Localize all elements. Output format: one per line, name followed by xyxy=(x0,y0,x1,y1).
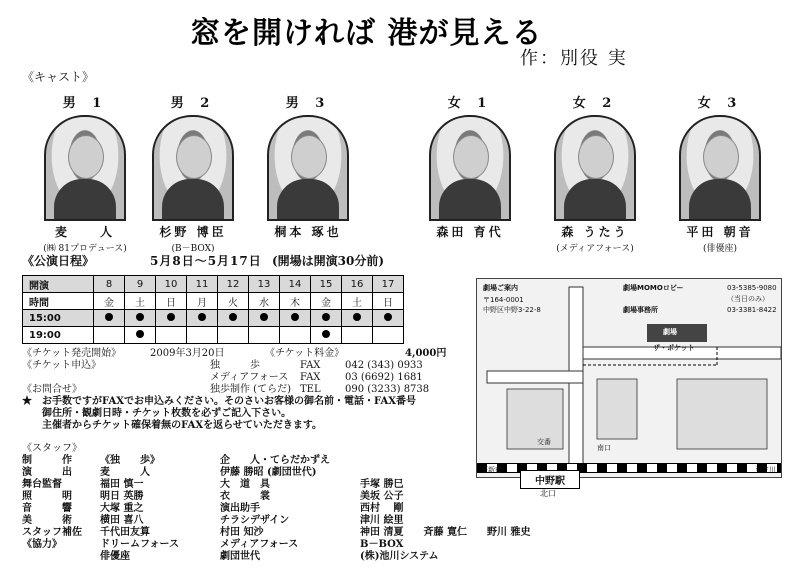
empty-cell xyxy=(280,327,311,344)
cast-affiliation: (俳優座) xyxy=(702,244,738,254)
staff-cell: 横田 喜八 xyxy=(100,515,144,526)
cast-role: 女 1 xyxy=(447,96,493,111)
performance-marker xyxy=(373,310,404,327)
staff-cell: スタッフ補佐 xyxy=(22,527,82,538)
staff-cell: B－BOX xyxy=(360,539,404,550)
staff-cell: 俳優座 xyxy=(100,551,130,562)
cast-role: 男 1 xyxy=(62,96,108,111)
empty-cell xyxy=(373,327,404,344)
cast-name: 杉野 博臣 xyxy=(159,225,227,239)
map-access-title: 劇場ご案内 xyxy=(483,284,518,292)
ticket-price-label: 《チケット料金》 xyxy=(265,348,345,359)
contact-kind: FAX xyxy=(300,360,321,371)
staff-cell: 照 明 xyxy=(22,491,72,502)
performance-marker xyxy=(311,327,342,344)
empty-cell xyxy=(187,327,218,344)
staff-cell: 西村 剛 xyxy=(360,503,404,514)
staff-cell: 音 響 xyxy=(22,503,72,514)
cast-photo xyxy=(152,115,234,221)
contact-name: 独 歩 xyxy=(210,360,260,371)
staff-cell: 千代田友算 xyxy=(100,527,150,538)
cast-role: 男 3 xyxy=(285,96,331,111)
contact-kind: TEL xyxy=(300,384,321,395)
performance-marker xyxy=(280,310,311,327)
cast-photo xyxy=(44,115,126,221)
inquiry-label: 《お問合せ》 xyxy=(22,384,82,395)
cast-role: 女 3 xyxy=(697,96,743,111)
table-row xyxy=(23,327,404,344)
staff-cell: (株)池川システム xyxy=(360,551,439,562)
staff-cell: 手塚 勝巳 xyxy=(360,479,404,490)
access-map xyxy=(476,278,782,478)
play-title: 窓を開ければ 港が見える xyxy=(190,16,543,51)
contact-name: メディアフォース xyxy=(210,372,289,383)
cast-affiliation: (㈱ 81プロデュース) xyxy=(43,244,127,254)
cast-member xyxy=(143,92,243,254)
performance-marker xyxy=(125,310,156,327)
staff-cell: チラシデザイン xyxy=(220,515,290,526)
staff-cell: 神田 清夏 斉藤 寛仁 野川 雅史 xyxy=(360,527,531,538)
staff-cell: メディアフォース xyxy=(220,539,299,550)
cast-photo xyxy=(429,115,511,221)
map-address: 中野区中野3-22-8 xyxy=(483,306,541,314)
schedule-table xyxy=(22,275,404,344)
empty-cell xyxy=(94,327,125,344)
map-lobby: 劇場MOMOロビー xyxy=(623,284,684,292)
staff-cell: 大 道 具 xyxy=(220,479,270,490)
map-west: 至新宿 xyxy=(481,466,502,474)
cast-affiliation: (B－BOX) xyxy=(171,244,215,254)
row-label: 開演 xyxy=(23,276,94,293)
staff-cell: 《協力》 xyxy=(22,539,62,550)
staff-cell: 演出助手 xyxy=(220,503,260,514)
staff-cell: ドリームフォース xyxy=(100,539,179,550)
staff-cell: 明日 英勝 xyxy=(100,491,144,502)
row-label: 15:00 xyxy=(23,310,94,327)
empty-cell xyxy=(249,327,280,344)
contact-number: 03 (6692) 1681 xyxy=(345,372,423,383)
map-office-tel: 03-3381-8422 xyxy=(727,306,777,314)
ticket-release-date: 2009年3月20日 xyxy=(150,348,225,359)
staff-cell: 美坂 公子 xyxy=(360,491,404,502)
cast-affiliation: (メディアフォース) xyxy=(556,244,634,254)
cast-role: 男 2 xyxy=(170,96,216,111)
order-note: 主催者からチケット確保着無のFAXを返らせていただきます。 xyxy=(22,420,323,431)
map-drawing xyxy=(477,279,781,477)
map-theater-label: 劇場 xyxy=(663,328,677,336)
performance-marker xyxy=(187,310,218,327)
contact-number: 042 (343) 0933 xyxy=(345,360,423,371)
staff-cell: 企 人・てらだかずえ xyxy=(220,455,330,466)
cast-photo xyxy=(679,115,761,221)
staff-cell: 伊藤 勝昭 (劇団世代) xyxy=(220,467,317,478)
performance-marker xyxy=(125,327,156,344)
cast-photo xyxy=(554,115,636,221)
map-east: 至立川 xyxy=(755,466,776,474)
staff-cell: 衣 裳 xyxy=(220,491,270,502)
staff-cell: 麦 人 xyxy=(100,467,150,478)
cast-name: 桐本 琢也 xyxy=(274,225,342,239)
map-south-exit: 南口 xyxy=(597,444,611,452)
row-label: 時間 xyxy=(23,293,94,310)
map-police: 交番 xyxy=(537,438,551,446)
cast-name: 平田 朝音 xyxy=(686,225,754,239)
map-north-exit: 北口 xyxy=(540,489,556,498)
cast-member xyxy=(258,92,358,241)
staff-cell: 舞台監督 xyxy=(22,479,62,490)
table-row: 時間 金 土 日 月 火 水 木 金 土 日 xyxy=(23,293,404,310)
staff-cell: 福田 慎一 xyxy=(100,479,144,490)
performance-marker xyxy=(94,310,125,327)
cast-role: 女 2 xyxy=(572,96,618,111)
author-credit: 作：別役 実 xyxy=(520,48,628,69)
empty-cell xyxy=(156,327,187,344)
table-row: 開演 8 9 10 11 12 13 14 15 16 17 xyxy=(23,276,404,293)
cast-name: 森 うたう xyxy=(561,225,629,239)
schedule-heading: 《公演日程》 xyxy=(22,254,95,268)
cast-name: 麦 人 xyxy=(54,225,115,239)
ticket-price: 4,000円 xyxy=(405,348,447,359)
cast-member xyxy=(420,92,520,241)
map-lobby-note: （当日のみ） xyxy=(727,295,769,303)
contact-name: 独歩制作 (てらだ) xyxy=(210,384,291,395)
cast-name: 森田 育代 xyxy=(436,225,504,239)
order-note: ★ お手数ですがFAXでお申込みください。そのさいお客様の御名前・電話・FAX番号 xyxy=(22,396,417,407)
schedule-open-note: (開場は開演30分前) xyxy=(272,254,385,268)
order-note: 御住所・観劇日時・チケット枚数を必ずご記入下さい。 xyxy=(22,408,292,419)
staff-cell: 劇団世代 xyxy=(220,551,260,562)
performance-marker xyxy=(249,310,280,327)
performance-marker xyxy=(311,310,342,327)
staff-heading: 《スタッフ》 xyxy=(22,443,82,454)
cast-member xyxy=(545,92,645,254)
cast-photo xyxy=(267,115,349,221)
station-label: 中野駅 xyxy=(520,470,580,489)
staff-cell: 制 作 xyxy=(22,455,72,466)
staff-cell: 津川 絵里 xyxy=(360,515,404,526)
staff-cell: 大塚 重之 xyxy=(100,503,144,514)
schedule-range: 5月8日〜5月17日 xyxy=(150,254,262,268)
empty-cell xyxy=(218,327,249,344)
contact-number: 090 (3233) 8738 xyxy=(345,384,430,395)
map-office: 劇場事務所 xyxy=(623,306,658,314)
cast-heading: 《キャスト》 xyxy=(22,70,95,84)
map-lobby-tel: 03-5385-9080 xyxy=(727,284,777,292)
staff-cell: 《独 歩》 xyxy=(100,455,160,466)
row-label: 19:00 xyxy=(23,327,94,344)
map-address-zip: 〒164-0001 xyxy=(483,296,524,304)
cast-member xyxy=(35,92,135,254)
cast-member xyxy=(670,92,770,254)
table-row xyxy=(23,310,404,327)
staff-cell: 美 術 xyxy=(22,515,72,526)
staff-cell: 演 出 xyxy=(22,467,72,478)
ticket-contact-label: 《チケット申込》 xyxy=(22,360,102,371)
staff-cell: 村田 知沙 xyxy=(220,527,264,538)
map-pocket-label: ザ・ポケット xyxy=(653,344,695,352)
performance-marker xyxy=(342,310,373,327)
contact-kind: FAX xyxy=(300,372,321,383)
performance-marker xyxy=(156,310,187,327)
performance-marker xyxy=(218,310,249,327)
empty-cell xyxy=(342,327,373,344)
ticket-release-label: 《チケット発売開始》 xyxy=(22,348,122,359)
